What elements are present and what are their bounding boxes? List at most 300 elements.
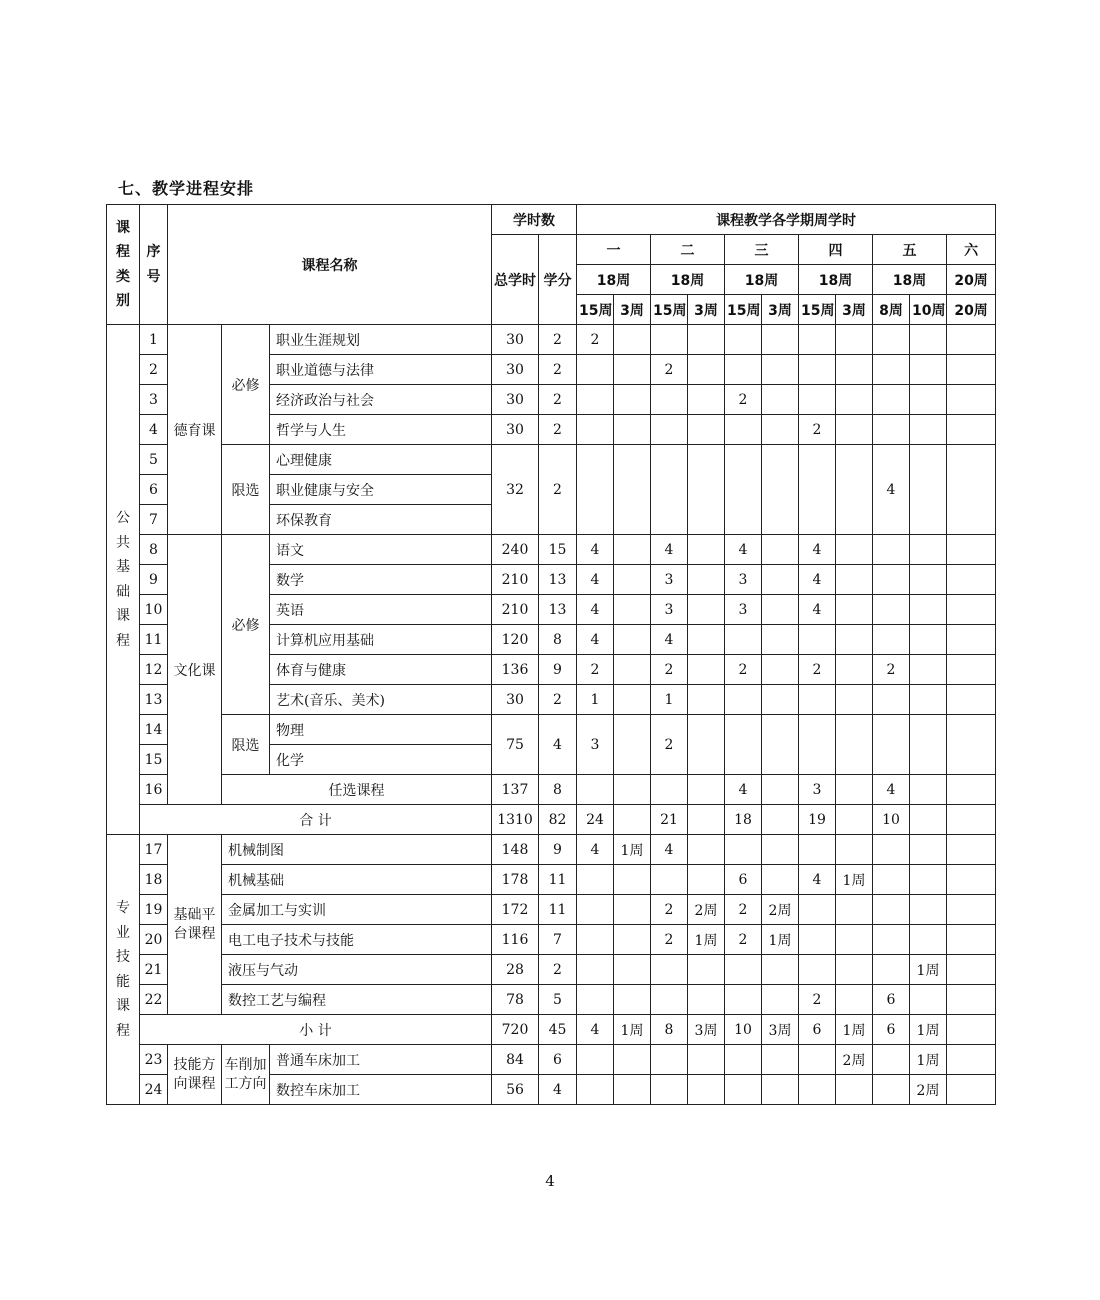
weekly-hours-cell xyxy=(725,445,762,535)
weekly-hours-cell xyxy=(762,835,799,865)
weekly-hours-cell xyxy=(799,385,836,415)
weekly-hours-cell xyxy=(947,1075,996,1105)
total-hours: 78 xyxy=(492,985,539,1015)
row-number: 5 xyxy=(140,445,168,475)
course-name: 数控工艺与编程 xyxy=(222,985,492,1015)
weekly-hours-cell: 4 xyxy=(725,775,762,805)
credits: 2 xyxy=(539,685,577,715)
weekly-hours-cell xyxy=(577,775,614,805)
weekly-hours-cell xyxy=(688,355,725,385)
weekly-hours-cell xyxy=(762,1075,799,1105)
weekly-hours-cell: 1周 xyxy=(910,1045,947,1075)
vertical-char: 别 xyxy=(116,293,130,309)
credits: 9 xyxy=(539,655,577,685)
weekly-hours-cell xyxy=(651,1045,688,1075)
weekly-hours-cell xyxy=(725,625,762,655)
weekly-hours-cell: 1周 xyxy=(614,835,651,865)
row-number: 24 xyxy=(140,1075,168,1105)
semester-weeks: 18周 xyxy=(799,265,873,295)
credits: 6 xyxy=(539,1045,577,1075)
weekly-hours-cell xyxy=(873,1045,910,1075)
course-name: 语文 xyxy=(270,535,492,565)
course-name: 电工电子技术与技能 xyxy=(222,925,492,955)
total-hours: 240 xyxy=(492,535,539,565)
weekly-hours-cell: 1 xyxy=(651,685,688,715)
credits: 13 xyxy=(539,565,577,595)
total-hours: 30 xyxy=(492,685,539,715)
weekly-hours-cell: 4 xyxy=(799,535,836,565)
weekly-hours-cell xyxy=(910,775,947,805)
weekly-hours-cell xyxy=(836,805,873,835)
row-number: 17 xyxy=(140,835,168,865)
seq-header xyxy=(140,205,168,325)
credits: 11 xyxy=(539,895,577,925)
group-culture: 文化课 xyxy=(168,535,222,805)
weekly-hours-cell: 4 xyxy=(799,595,836,625)
weekly-hours-cell xyxy=(910,445,947,535)
weekly-hours-cell xyxy=(910,985,947,1015)
weekly-hours-cell xyxy=(836,655,873,685)
category-professional xyxy=(107,835,140,1105)
weekly-hours-cell xyxy=(873,1075,910,1105)
credits-header: 学分 xyxy=(539,235,577,325)
row-number: 21 xyxy=(140,955,168,985)
type-limited: 限选 xyxy=(222,715,270,775)
credits: 2 xyxy=(539,385,577,415)
group-moral: 德育课 xyxy=(168,325,222,535)
row-number: 14 xyxy=(140,715,168,745)
vertical-char: 程 xyxy=(116,1022,130,1039)
weekly-hours-cell xyxy=(651,1075,688,1105)
credits: 13 xyxy=(539,595,577,625)
weekly-hours-cell xyxy=(836,445,873,535)
page-number: 4 xyxy=(545,1172,555,1190)
weekly-hours-cell xyxy=(614,925,651,955)
table-row xyxy=(107,955,996,985)
semester-weeks: 18周 xyxy=(577,265,651,295)
weekly-hours-cell xyxy=(947,925,996,955)
weekly-hours-cell xyxy=(836,325,873,355)
weekly-hours-cell: 4 xyxy=(873,775,910,805)
vertical-char: 程 xyxy=(116,632,130,649)
course-name: 液压与气动 xyxy=(222,955,492,985)
weekly-hours-cell xyxy=(614,535,651,565)
course-name: 计算机应用基础 xyxy=(270,625,492,655)
teaching-schedule-table xyxy=(106,204,996,1105)
credits: 82 xyxy=(539,805,577,835)
weekly-hours-cell xyxy=(836,925,873,955)
weekly-hours-cell xyxy=(873,835,910,865)
vertical-char: 基 xyxy=(116,559,130,575)
weekly-hours-cell xyxy=(688,1075,725,1105)
weekly-hours-cell xyxy=(725,835,762,865)
weekly-hours-cell xyxy=(762,595,799,625)
sub-weeks: 10周 xyxy=(910,295,947,325)
weekly-hours-cell xyxy=(836,385,873,415)
weekly-hours-cell xyxy=(910,535,947,565)
weekly-hours-cell xyxy=(799,715,836,775)
weekly-hours-cell: 4 xyxy=(725,535,762,565)
vertical-char: 能 xyxy=(116,973,130,990)
weekly-hours-cell xyxy=(836,985,873,1015)
weekly-hours-cell xyxy=(947,415,996,445)
weekly-hours-cell xyxy=(947,1045,996,1075)
total-hours-header: 总学时 xyxy=(492,235,539,325)
weekly-hours-cell xyxy=(947,985,996,1015)
course-name: 物理 xyxy=(270,715,492,745)
subtotal-label: 小 计 xyxy=(140,1015,492,1045)
weekly-hours-cell xyxy=(836,415,873,445)
weekly-hours-cell xyxy=(651,445,688,535)
weekly-hours-cell xyxy=(688,715,725,775)
group-direction: 技能方向课程 xyxy=(168,1045,222,1105)
group-platform: 基础平台课程 xyxy=(168,835,222,1015)
semester-weeks: 20周 xyxy=(947,265,996,295)
weekly-hours-cell xyxy=(873,625,910,655)
weekly-hours-cell xyxy=(614,355,651,385)
weekly-hours-cell xyxy=(614,595,651,625)
semester-weeks: 18周 xyxy=(725,265,799,295)
weekly-hours-cell xyxy=(873,595,910,625)
weekly-hours-cell xyxy=(836,955,873,985)
weekly-hours-cell xyxy=(762,445,799,535)
weekly-hours-cell xyxy=(873,385,910,415)
weekly-hours-cell xyxy=(762,715,799,775)
weekly-hours-cell: 2 xyxy=(799,985,836,1015)
weekly-hours-cell xyxy=(688,1045,725,1075)
weekly-hours-cell xyxy=(873,415,910,445)
weekly-hours-cell xyxy=(651,955,688,985)
weekly-hours-cell xyxy=(577,865,614,895)
row-number: 9 xyxy=(140,565,168,595)
weekly-hours-cell xyxy=(836,715,873,775)
course-name: 任选课程 xyxy=(222,775,492,805)
weekly-hours-cell: 21 xyxy=(651,805,688,835)
weekly-hours-cell xyxy=(651,865,688,895)
semester-weeks: 18周 xyxy=(651,265,725,295)
weekly-hours-cell xyxy=(947,355,996,385)
weekly-hours-cell xyxy=(762,325,799,355)
vertical-char: 业 xyxy=(116,924,130,941)
weekly-hours-cell xyxy=(799,685,836,715)
weekly-hours-cell xyxy=(910,415,947,445)
table-row xyxy=(107,325,996,355)
weekly-hours-cell xyxy=(614,865,651,895)
vertical-char: 课 xyxy=(116,219,130,236)
weekly-hours-cell xyxy=(910,835,947,865)
table-row xyxy=(107,1045,996,1075)
course-name: 机械基础 xyxy=(222,865,492,895)
weekly-hours-cell: 2周 xyxy=(688,895,725,925)
course-name: 数控车床加工 xyxy=(270,1075,492,1105)
weekly-hours-cell: 4 xyxy=(799,565,836,595)
weekly-hours-cell: 10 xyxy=(873,805,910,835)
total-hours: 148 xyxy=(492,835,539,865)
weekly-hours-cell: 1周 xyxy=(762,925,799,955)
weekly-hours-cell xyxy=(614,805,651,835)
weekly-hours-cell: 1周 xyxy=(836,865,873,895)
weekly-hours-cell xyxy=(651,325,688,355)
vertical-char: 程 xyxy=(116,244,130,260)
total-label: 合 计 xyxy=(140,805,492,835)
vertical-char: 技 xyxy=(116,949,130,965)
total-hours: 30 xyxy=(492,385,539,415)
course-name: 金属加工与实训 xyxy=(222,895,492,925)
weekly-hours-cell: 3周 xyxy=(762,1015,799,1045)
row-number: 4 xyxy=(140,415,168,445)
weekly-hours-cell xyxy=(577,445,614,535)
total-hours: 30 xyxy=(492,325,539,355)
vertical-char: 号 xyxy=(146,268,161,285)
course-name: 英语 xyxy=(270,595,492,625)
semester-header: 三 xyxy=(725,235,799,265)
weekly-hours-cell xyxy=(910,595,947,625)
weekly-hours-cell xyxy=(947,835,996,865)
row-number: 22 xyxy=(140,985,168,1015)
total-hours: 30 xyxy=(492,355,539,385)
type-required: 必修 xyxy=(222,325,270,445)
weekly-hours-cell xyxy=(947,655,996,685)
weekly-hours-cell xyxy=(799,355,836,385)
weekly-hours-cell xyxy=(873,685,910,715)
weekly-hours-cell xyxy=(614,655,651,685)
weekly-hours-cell xyxy=(836,595,873,625)
category-public-basic xyxy=(107,325,140,835)
weekly-hours-cell xyxy=(910,385,947,415)
credits: 8 xyxy=(539,775,577,805)
vertical-char: 课 xyxy=(116,998,130,1014)
table-row xyxy=(107,715,996,745)
weekly-hours-cell xyxy=(688,565,725,595)
weekly-hours-cell: 2 xyxy=(651,925,688,955)
weekly-hours-cell xyxy=(799,325,836,355)
semester-header: 五 xyxy=(873,235,947,265)
weekly-hours-cell xyxy=(688,325,725,355)
credits: 9 xyxy=(539,835,577,865)
total-hours: 56 xyxy=(492,1075,539,1105)
total-hours: 120 xyxy=(492,625,539,655)
credits: 5 xyxy=(539,985,577,1015)
weekly-hours-cell xyxy=(614,565,651,595)
weekly-hours-cell xyxy=(688,985,725,1015)
weekly-hours-cell: 4 xyxy=(577,625,614,655)
weekly-hours-cell xyxy=(762,385,799,415)
weekly-hours-cell xyxy=(762,565,799,595)
total-hours: 136 xyxy=(492,655,539,685)
total-hours: 75 xyxy=(492,715,539,775)
subtotal-row xyxy=(107,1015,996,1045)
weekly-hours-cell xyxy=(910,565,947,595)
vertical-char: 类 xyxy=(116,268,130,285)
table-row xyxy=(107,925,996,955)
weekly-hours-cell xyxy=(725,1045,762,1075)
table-row xyxy=(107,775,996,805)
weekly-hours-cell xyxy=(651,415,688,445)
weekly-hours-cell xyxy=(836,565,873,595)
weekly-hours-cell: 3 xyxy=(799,775,836,805)
weekly-hours-cell xyxy=(836,685,873,715)
weekly-hours-cell: 1 xyxy=(577,685,614,715)
weekly-hours-cell xyxy=(577,1075,614,1105)
header-row xyxy=(107,205,996,235)
weekly-hours-cell xyxy=(873,955,910,985)
weekly-hours-cell xyxy=(873,565,910,595)
credits: 45 xyxy=(539,1015,577,1045)
weekly-hours-cell xyxy=(947,445,996,535)
weekly-hours-cell xyxy=(577,1045,614,1075)
weekly-hours-cell xyxy=(799,1045,836,1075)
weekly-hours-cell: 4 xyxy=(577,595,614,625)
weekly-hours-cell xyxy=(577,985,614,1015)
weekly-hours-cell xyxy=(688,805,725,835)
weekly-hours-header: 课程教学各学期周学时 xyxy=(577,205,996,235)
weekly-hours-cell: 19 xyxy=(799,805,836,835)
weekly-hours-cell: 2周 xyxy=(762,895,799,925)
weekly-hours-cell xyxy=(836,775,873,805)
weekly-hours-cell xyxy=(836,895,873,925)
weekly-hours-cell xyxy=(873,355,910,385)
weekly-hours-cell xyxy=(910,865,947,895)
weekly-hours-cell xyxy=(762,955,799,985)
weekly-hours-cell xyxy=(688,445,725,535)
weekly-hours-cell: 2 xyxy=(651,355,688,385)
weekly-hours-cell xyxy=(725,715,762,775)
weekly-hours-cell xyxy=(614,445,651,535)
semester-header: 一 xyxy=(577,235,651,265)
course-name: 化学 xyxy=(270,745,492,775)
weekly-hours-cell xyxy=(614,985,651,1015)
weekly-hours-cell xyxy=(947,625,996,655)
weekly-hours-cell xyxy=(947,385,996,415)
weekly-hours-cell xyxy=(614,1075,651,1105)
weekly-hours-cell: 6 xyxy=(873,1015,910,1045)
weekly-hours-cell xyxy=(614,895,651,925)
weekly-hours-cell xyxy=(947,775,996,805)
weekly-hours-cell xyxy=(614,715,651,775)
weekly-hours-cell xyxy=(688,625,725,655)
weekly-hours-cell xyxy=(688,415,725,445)
row-number: 15 xyxy=(140,745,168,775)
weekly-hours-cell xyxy=(947,865,996,895)
weekly-hours-cell xyxy=(873,925,910,955)
weekly-hours-cell: 1周 xyxy=(688,925,725,955)
total-hours: 210 xyxy=(492,565,539,595)
weekly-hours-cell: 6 xyxy=(799,1015,836,1045)
total-hours: 116 xyxy=(492,925,539,955)
weekly-hours-cell: 4 xyxy=(651,625,688,655)
course-name: 艺术(音乐、美术) xyxy=(270,685,492,715)
weekly-hours-cell xyxy=(688,775,725,805)
weekly-hours-cell xyxy=(577,355,614,385)
row-number: 7 xyxy=(140,505,168,535)
weekly-hours-cell xyxy=(762,805,799,835)
sub-weeks: 3周 xyxy=(614,295,651,325)
weekly-hours-cell xyxy=(725,325,762,355)
course-name: 数学 xyxy=(270,565,492,595)
weekly-hours-cell: 2 xyxy=(873,655,910,685)
sub-weeks: 3周 xyxy=(836,295,873,325)
row-number: 8 xyxy=(140,535,168,565)
weekly-hours-cell xyxy=(688,955,725,985)
weekly-hours-cell xyxy=(688,655,725,685)
total-hours: 137 xyxy=(492,775,539,805)
weekly-hours-cell: 10 xyxy=(725,1015,762,1045)
weekly-hours-cell: 3 xyxy=(651,595,688,625)
weekly-hours-cell xyxy=(799,925,836,955)
weekly-hours-cell xyxy=(799,625,836,655)
weekly-hours-cell xyxy=(947,565,996,595)
weekly-hours-cell: 24 xyxy=(577,805,614,835)
weekly-hours-cell: 2 xyxy=(577,325,614,355)
credits: 2 xyxy=(539,325,577,355)
row-number: 10 xyxy=(140,595,168,625)
weekly-hours-cell xyxy=(836,835,873,865)
weekly-hours-cell: 2 xyxy=(651,715,688,775)
row-number: 1 xyxy=(140,325,168,355)
weekly-hours-cell xyxy=(873,895,910,925)
weekly-hours-cell: 4 xyxy=(873,445,910,535)
weekly-hours-cell xyxy=(836,625,873,655)
weekly-hours-cell: 2 xyxy=(725,655,762,685)
weekly-hours-cell: 4 xyxy=(577,565,614,595)
semester-header: 四 xyxy=(799,235,873,265)
row-number: 12 xyxy=(140,655,168,685)
weekly-hours-cell: 1周 xyxy=(614,1015,651,1045)
weekly-hours-cell xyxy=(799,1075,836,1105)
weekly-hours-cell xyxy=(725,985,762,1015)
weekly-hours-cell xyxy=(762,415,799,445)
weekly-hours-cell xyxy=(688,535,725,565)
weekly-hours-cell xyxy=(614,1045,651,1075)
weekly-hours-cell xyxy=(614,415,651,445)
weekly-hours-cell: 6 xyxy=(725,865,762,895)
weekly-hours-cell xyxy=(614,385,651,415)
weekly-hours-cell xyxy=(836,535,873,565)
weekly-hours-cell: 2 xyxy=(651,895,688,925)
credits: 4 xyxy=(539,715,577,775)
type-limited: 限选 xyxy=(222,445,270,535)
sub-weeks: 8周 xyxy=(873,295,910,325)
weekly-hours-cell: 4 xyxy=(577,835,614,865)
weekly-hours-cell xyxy=(762,355,799,385)
weekly-hours-cell xyxy=(577,895,614,925)
course-name: 普通车床加工 xyxy=(270,1045,492,1075)
hours-group-header: 学时数 xyxy=(492,205,577,235)
weekly-hours-cell xyxy=(947,805,996,835)
weekly-hours-cell xyxy=(762,865,799,895)
weekly-hours-cell xyxy=(688,595,725,625)
weekly-hours-cell: 2 xyxy=(725,925,762,955)
row-number: 23 xyxy=(140,1045,168,1075)
weekly-hours-cell xyxy=(614,625,651,655)
weekly-hours-cell xyxy=(947,595,996,625)
sub-weeks: 20周 xyxy=(947,295,996,325)
table-row xyxy=(107,865,996,895)
weekly-hours-cell xyxy=(725,355,762,385)
weekly-hours-cell xyxy=(762,685,799,715)
row-number: 20 xyxy=(140,925,168,955)
weekly-hours-cell xyxy=(651,985,688,1015)
weekly-hours-cell: 4 xyxy=(577,1015,614,1045)
total-row xyxy=(107,805,996,835)
weekly-hours-cell: 2 xyxy=(799,655,836,685)
weekly-hours-cell xyxy=(910,625,947,655)
weekly-hours-cell xyxy=(688,685,725,715)
credits: 2 xyxy=(539,445,577,535)
row-number: 11 xyxy=(140,625,168,655)
vertical-char: 专 xyxy=(116,900,130,916)
vertical-char: 课 xyxy=(116,608,130,624)
